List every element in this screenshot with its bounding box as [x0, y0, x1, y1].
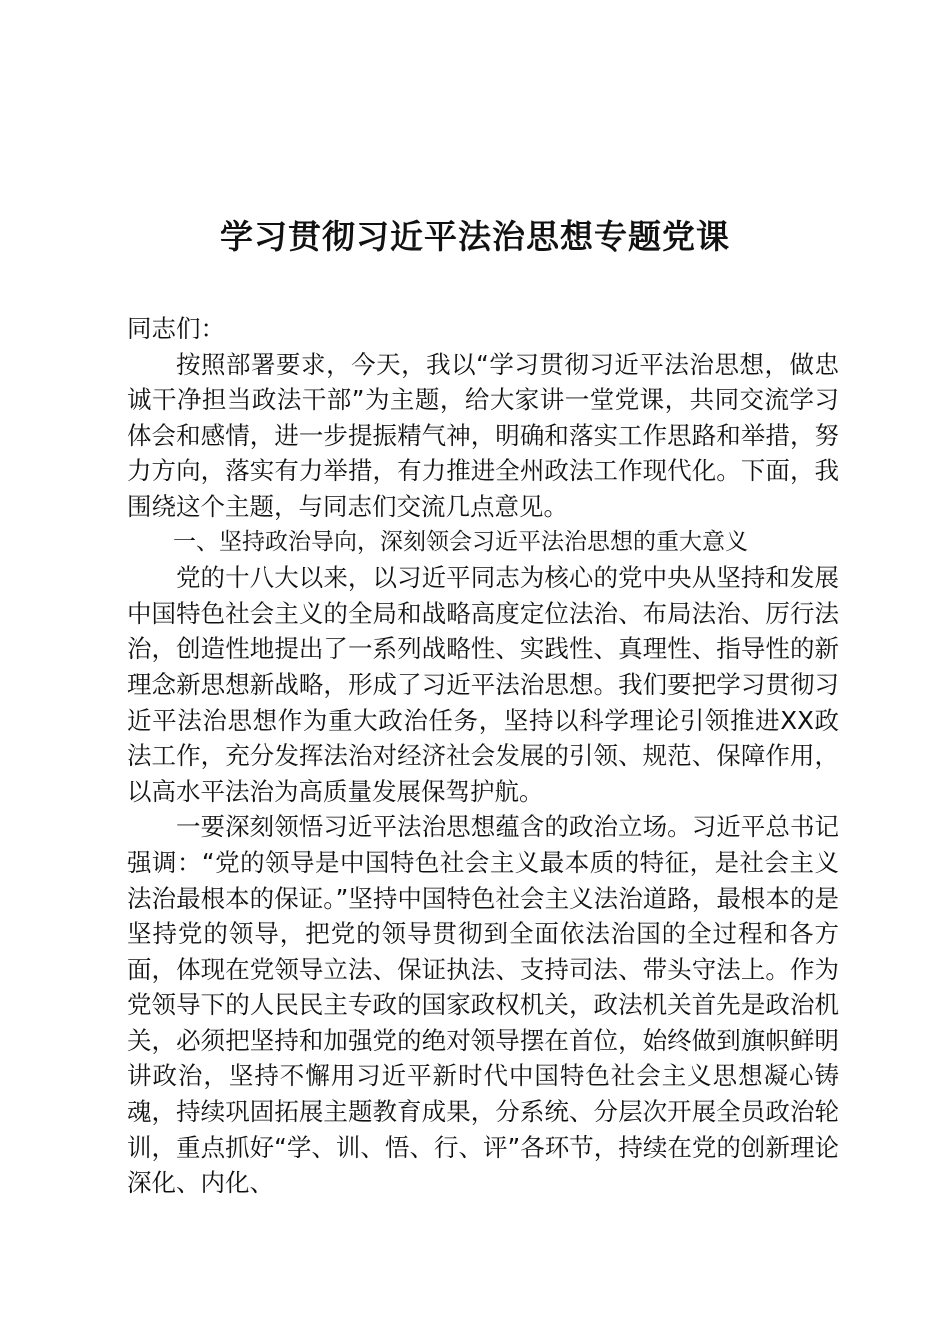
section-heading-1: 一、坚持政治导向，深刻领会习近平法治思想的重大意义: [173, 528, 748, 555]
paragraph-point-1: 一要深刻领悟习近平法治思想蕴含的政治立场。习近平总书记强调：“党的领导是中国特色社会主义最本质的特征，是社会主义法治最根本的保证。”坚持中国特色社会主义法治道路，最根本的是坚持党的领导，把党的领导贯彻到全面依法治国的全过程和各方面，体现在党领导立法、保证执法、支持司法、带头守法上。作为党领导下的人民民主专政的国家政权机关，政法机关首先是政治机关，必须把坚持和加强党的绝对领导摆在首位，始终做到旗帜鲜明讲政治，坚持不懈用习近平新时代中国特色社会主义思想凝心铸魂，持续巩固拓展主题教育成果，分系统、分层次开展全员政治轮训，重点抓好“学、训、悟、行、评”各环节，持续在党的创新理论深化、内化、: [127, 812, 839, 1198]
salutation: 同志们：: [127, 314, 225, 343]
document-title: 学习贯彻习近平法治思想专题党课: [220, 217, 730, 256]
paragraph-intro: 按照部署要求，今天，我以“学习贯彻习近平法治思想，做忠诚干净担当政法干部”为主题，给大家讲一堂党课，共同交流学习体会和感情，进一步提振精气神，明确和落实工作思路和举措，努力方向，落实有力举措，有力推进全州政法工作现代化。下面，我围绕这个主题，与同志们交流几点意见。: [127, 349, 839, 521]
paragraph-background: 党的十八大以来，以习近平同志为核心的党中央从坚持和发展中国特色社会主义的全局和战略高度定位法治、布局法治、厉行法治，创造性地提出了一系列战略性、实践性、真理性、指导性的新理念新思想新战略，形成了习近平法治思想。我们要把学习贯彻习近平法治思想作为重大政治任务，坚持以科学理论引领推进XX政法工作，充分发挥法治对经济社会发展的引领、规范、保障作用，以高水平法治为高质量发展保驾护航。: [127, 563, 839, 806]
document-body: [127, 311, 839, 1201]
